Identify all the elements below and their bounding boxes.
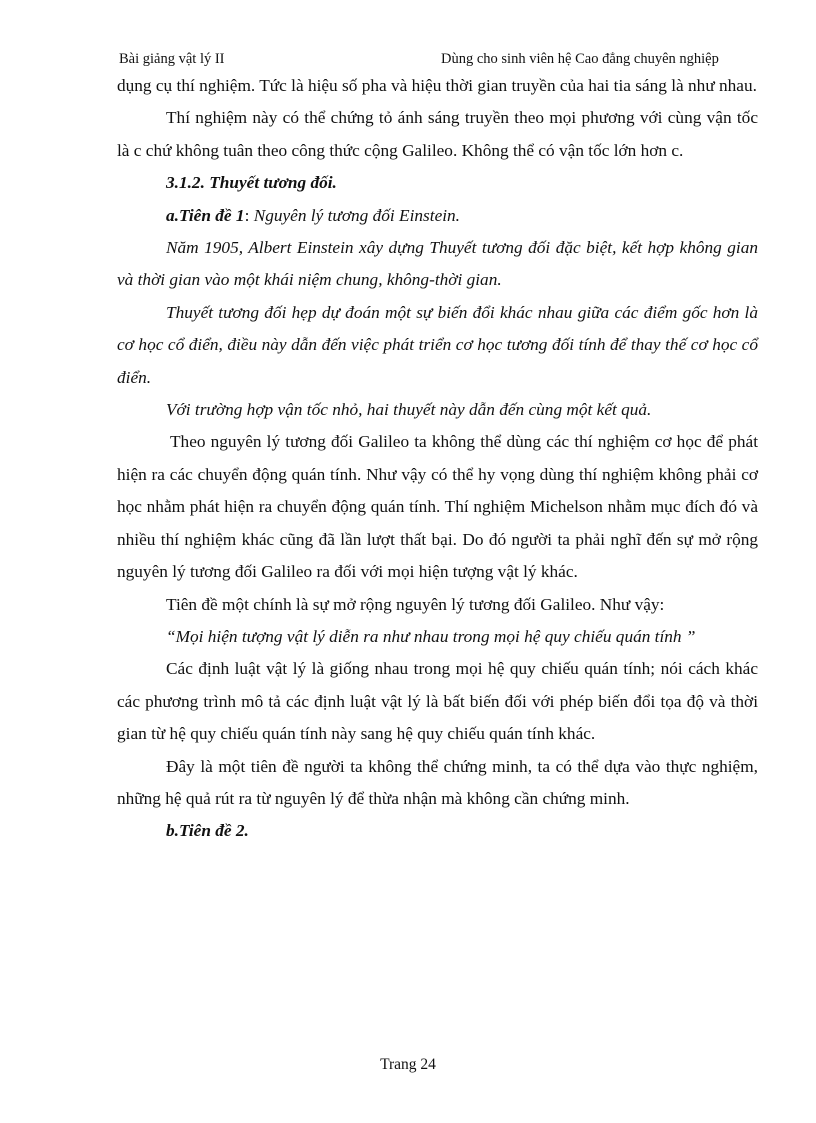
page-content	[117, 70, 758, 848]
subheading-postulate-1-colon: :	[244, 205, 254, 225]
section-heading: 3.1.2. Thuyết tương đối.	[166, 173, 337, 193]
header-audience: Dùng cho sinh viên hệ Cao đẳng chuyên nghiệp	[441, 51, 719, 67]
paragraph-special-relativity: Thuyết tương đối hẹp dự đoán một sự biến đổi khác nhau giữa các điểm gốc hơn là cơ học cổ điển, điều này dẫn đến việc phát triển cơ học tương đối tính để thay thế cơ học cổ điển.	[117, 302, 758, 387]
page-number: Trang 24	[380, 1056, 436, 1073]
subheading-postulate-1-label: a.Tiên đề 1	[166, 205, 245, 225]
paragraph-low-velocity: Với trường hợp vận tốc nhỏ, hai thuyết này dẫn đến cùng một kết quả.	[166, 400, 652, 420]
paragraph-continuation: dụng cụ thí nghiệm. Tức là hiệu số pha và hiệu thời gian truyền của hai tia sáng là như nhau.	[117, 76, 757, 95]
paragraph-einstein-1905: Năm 1905, Albert Einstein xây dựng Thuyết tương đối đặc biệt, kết hợp không gian và thời gian vào một khái niệm chung, không-thời gian.	[117, 238, 758, 290]
paragraph-galileo-principle: Theo nguyên lý tương đối Galileo ta không thể dùng các thí nghiệm cơ học để phát hiện ra các chuyển động quán tính. Như vậy có thể hy vọng dùng thí nghiệm không phải cơ học nhằm phát hiện ra chuyển động quán tính. Thí nghiệm Michelson nhằm mục đích đó và nhiều thí nghiệm khác cũng đã lần lượt thất bại. Do đó người ta phải nghĩ đến sự mở rộng nguyên lý tương đối Galileo ra đối với mọi hiện tượng vật lý khác.	[117, 432, 758, 582]
subheading-postulate-2: b.Tiên đề 2.	[166, 821, 249, 841]
header-course-title: Bài giảng vật lý II	[119, 51, 225, 67]
paragraph-light-speed: Thí nghiệm này có thể chứng tỏ ánh sáng truyền theo mọi phương với cùng vận tốc là c chứ không tuân theo công thức cộng Galileo. Không thể có vận tốc lớn hơn c.	[117, 108, 758, 160]
quote-postulate: “Mọi hiện tượng vật lý diễn ra như nhau trong mọi hệ quy chiếu quán tính ”	[166, 626, 696, 646]
paragraph-physical-laws: Các định luật vật lý là giống nhau trong mọi hệ quy chiếu quán tính; nói cách khác các phương trình mô tả các định luật vật lý là bất biến đối với phép biến đổi tọa độ và thời gian từ hệ quy chiếu quán tính này sang hệ quy chiếu quán tính khác.	[117, 659, 758, 744]
subheading-postulate-1	[117, 200, 758, 232]
subheading-postulate-1-title: Nguyên lý tương đối Einstein.	[253, 205, 460, 225]
paragraph-postulate-extension: Tiên đề một chính là sự mở rộng nguyên lý tương đối Galileo. Như vậy:	[166, 594, 665, 614]
paragraph-unprovable: Đây là một tiên đề người ta không thể chứng minh, ta có thể dựa vào thực nghiệm, những hệ quả rút ra từ nguyên lý để thừa nhận mà không cần chứng minh.	[117, 756, 758, 808]
